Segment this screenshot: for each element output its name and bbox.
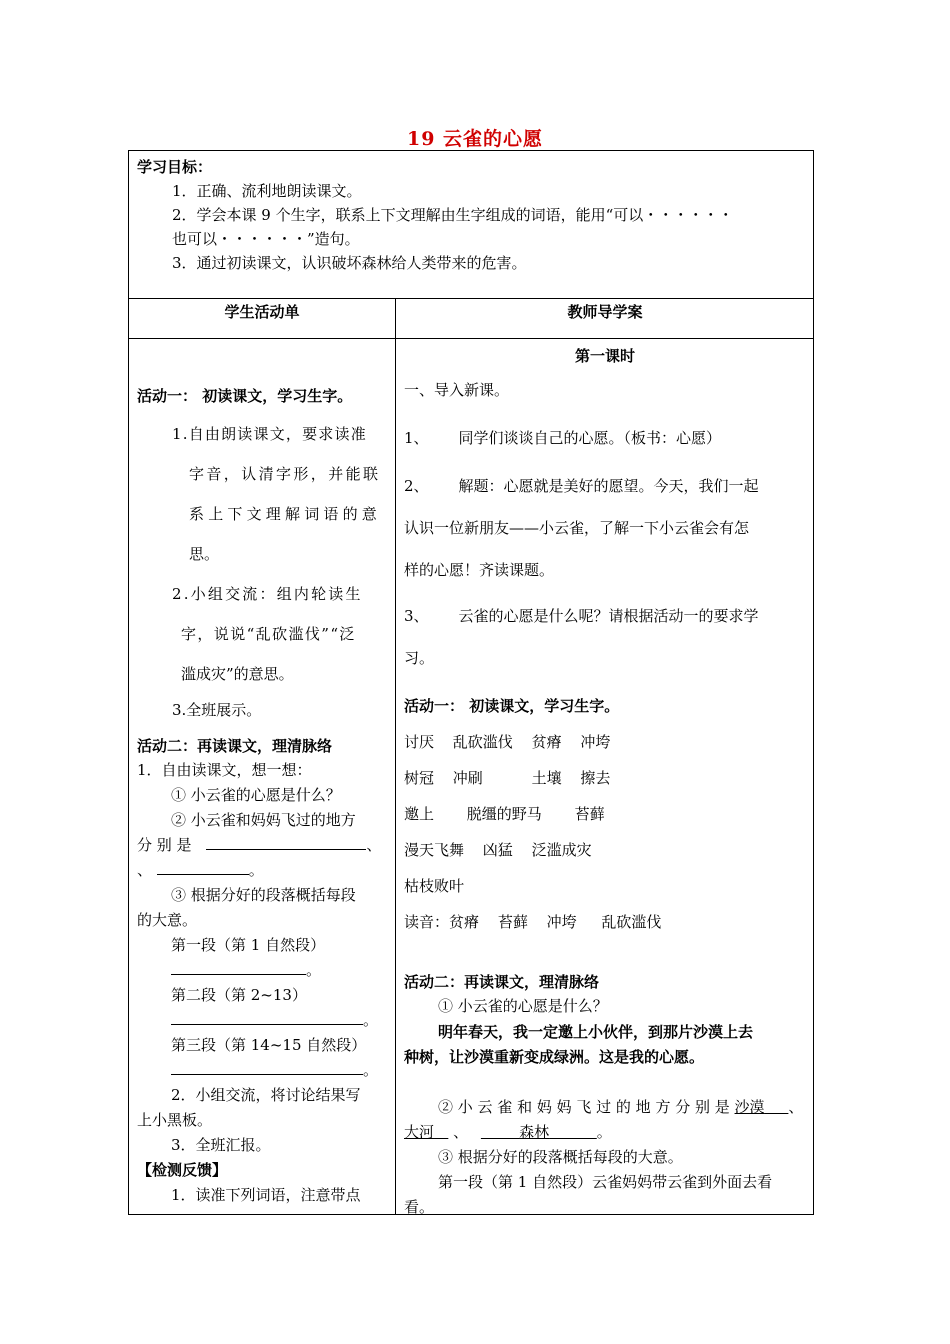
word: 苔藓 xyxy=(574,805,605,823)
divider xyxy=(129,338,813,339)
activity-2-title: 活动二：再读课文，理清脉络 xyxy=(404,973,600,991)
question-2-line xyxy=(137,859,264,880)
word: 泛滥成灾 xyxy=(531,841,592,859)
word: 乱砍滥伐 xyxy=(601,913,662,931)
word: 土壤 xyxy=(531,769,562,787)
word: 脱缰的野马 xyxy=(466,805,542,823)
word-row xyxy=(404,875,464,896)
answer-blank[interactable] xyxy=(157,860,249,875)
step-text: 解题：心愿就是美好的愿望。今天，我们一起 xyxy=(458,477,759,495)
word-row xyxy=(404,731,610,752)
segment-1-summary: 第一段（第 1 自然段）云雀妈妈带云雀到外面去看 xyxy=(438,1173,773,1191)
question-2: ② 小云雀和妈妈飞过的地方 xyxy=(171,811,356,829)
reading-row xyxy=(404,911,661,932)
page-title: 19 云雀的心愿 xyxy=(406,128,544,150)
goal-item: 1．正确、流利地朗读课文。 xyxy=(172,182,362,200)
answer-blank[interactable] xyxy=(171,1010,363,1025)
segment-3-answer xyxy=(171,1059,378,1080)
answer-blank[interactable] xyxy=(171,1060,363,1075)
segment-2-label: 第二段（第 2~13） xyxy=(171,986,307,1004)
segment-1-answer xyxy=(171,959,321,980)
activity-1-item-1-line: 字音，认清字形，并能联 xyxy=(189,465,381,483)
answer-blank[interactable] xyxy=(171,960,306,975)
feedback-item-1: 1．读准下列词语，注意带点 xyxy=(171,1186,361,1204)
activity-2-item-2: 2．小组交流，将讨论结果写 xyxy=(171,1086,361,1104)
learning-goals xyxy=(137,155,805,275)
answer-desert: 沙漠 xyxy=(734,1098,765,1116)
question-2-text: 分 别 是 xyxy=(137,836,192,854)
activity-1-item-2: 2.小组交流：组内轮读生 xyxy=(172,585,363,603)
answer-river: 大河 xyxy=(404,1123,435,1141)
question-2-line xyxy=(137,834,381,855)
answer-blank[interactable] xyxy=(206,835,366,850)
right-column-header: 教师导学案 xyxy=(567,303,643,321)
separator: 、 xyxy=(788,1098,804,1116)
period: 。 xyxy=(363,1061,379,1079)
word: 乱砍滥伐 xyxy=(452,733,513,751)
step-number: 2、 xyxy=(404,477,429,495)
step-text: 云雀的心愿是什么呢？请根据活动一的要求学 xyxy=(458,607,759,625)
left-column-header: 学生活动单 xyxy=(224,303,300,321)
goal-item: 3．通过初读课文，认识破坏森林给人类带来的危害。 xyxy=(172,254,527,272)
question-1: ① 小云雀的心愿是什么？ xyxy=(171,786,341,804)
segment-1-summary-line: 看。 xyxy=(404,1198,435,1216)
activity-2-item-1: 1．自由读课文，想一想： xyxy=(137,761,312,779)
word: 枯枝败叶 xyxy=(404,877,465,895)
word: 冲刷 xyxy=(452,769,483,787)
segment-3-label: 第三段（第 14~15 自然段） xyxy=(171,1036,367,1054)
period: 。 xyxy=(248,861,264,879)
separator: 、 xyxy=(366,836,382,854)
question-3: ③ 根据分好的段落概括每段的大意。 xyxy=(438,1148,683,1166)
period: 。 xyxy=(363,1011,379,1029)
step-text: 同学们谈谈自己的心愿。（板书：心愿） xyxy=(458,429,722,447)
intro-heading: 一、导入新课。 xyxy=(404,381,510,399)
activity-1-item-1: 1.自由朗读课文，要求读准 xyxy=(172,425,367,443)
lesson-label: 第一课时 xyxy=(574,347,635,365)
feedback-title: 【检测反馈】 xyxy=(137,1161,228,1179)
step-2 xyxy=(404,475,759,496)
period: 。 xyxy=(596,1123,612,1141)
question-3-line: 的大意。 xyxy=(137,911,198,929)
answer-forest: 森林 xyxy=(519,1123,550,1141)
separator: 、 xyxy=(453,1123,469,1141)
step-number: 1、 xyxy=(404,429,429,447)
word: 冲垮 xyxy=(546,913,577,931)
word-row xyxy=(404,767,610,788)
goals-heading: 学习目标： xyxy=(137,158,213,176)
activity-1-item-1-line: 思。 xyxy=(189,545,220,563)
activity-2-item-3: 3．全班汇报。 xyxy=(171,1136,271,1154)
word: 树冠 xyxy=(404,769,435,787)
question-1: ① 小云雀的心愿是什么？ xyxy=(438,997,608,1015)
word-row xyxy=(404,839,592,860)
word: 冲垮 xyxy=(580,733,611,751)
activity-1-item-1-line: 系上下文理解词语的意 xyxy=(189,505,382,523)
divider xyxy=(129,298,813,299)
step-1 xyxy=(404,427,721,448)
word: 邀上 xyxy=(404,805,435,823)
goal-item-continuation: 也可以・・・・・・”造句。 xyxy=(172,230,360,248)
step-3-line: 习。 xyxy=(404,649,435,667)
answer-1-line: 种树，让沙漠重新变成绿洲。这是我的心愿。 xyxy=(404,1048,705,1066)
activity-1-item-3: 3.全班展示。 xyxy=(172,701,262,719)
answer-1: 明年春天，我一定邀上小伙伴，到那片沙漠上去 xyxy=(438,1023,754,1041)
activity-2-title: 活动二：再读课文，理清脉络 xyxy=(137,737,333,755)
activity-1-item-2-line: 滥成灾”的意思。 xyxy=(181,665,294,683)
question-3: ③ 根据分好的段落概括每段 xyxy=(171,886,356,904)
activity-1-title: 活动一： 初读课文，学习生字。 xyxy=(404,697,620,715)
question-2 xyxy=(438,1096,803,1117)
question-2-text: ② 小 云 雀 和 妈 妈 飞 过 的 地 方 分 别 是 xyxy=(438,1098,730,1116)
word: 苔藓 xyxy=(497,913,528,931)
activity-2-item-2-line: 上小黑板。 xyxy=(137,1111,213,1129)
activity-1-title: 活动一： 初读课文，学习生字。 xyxy=(137,387,353,405)
word: 擦去 xyxy=(580,769,611,787)
column-divider xyxy=(395,298,396,1214)
step-3 xyxy=(404,605,759,626)
word: 凶猛 xyxy=(482,841,513,859)
step-2-line: 样的心愿！齐读课题。 xyxy=(404,561,555,579)
word-row xyxy=(404,803,605,824)
period: 。 xyxy=(306,961,322,979)
question-2-line xyxy=(404,1121,612,1142)
goal-item: 2．学会本课 9 个生字，联系上下文理解由生字组成的词语，能用“可以・・・・・・ xyxy=(172,206,734,224)
word: 漫天飞舞 xyxy=(404,841,465,859)
lesson-table xyxy=(128,150,814,1215)
word: 贫瘠 xyxy=(531,733,562,751)
reading-label: 读音： xyxy=(404,913,450,931)
word: 讨厌 xyxy=(404,733,435,751)
step-2-line: 认识一位新朋友——小云雀，了解一下小云雀会有怎 xyxy=(404,519,750,537)
activity-1-item-2-line: 字，说说“乱砍滥伐”“泛 xyxy=(181,625,356,643)
step-number: 3、 xyxy=(404,607,429,625)
word: 贫瘠 xyxy=(449,913,480,931)
segment-2-answer xyxy=(171,1009,378,1030)
separator: 、 xyxy=(137,861,153,879)
segment-1-label: 第一段（第 1 自然段） xyxy=(171,936,326,954)
